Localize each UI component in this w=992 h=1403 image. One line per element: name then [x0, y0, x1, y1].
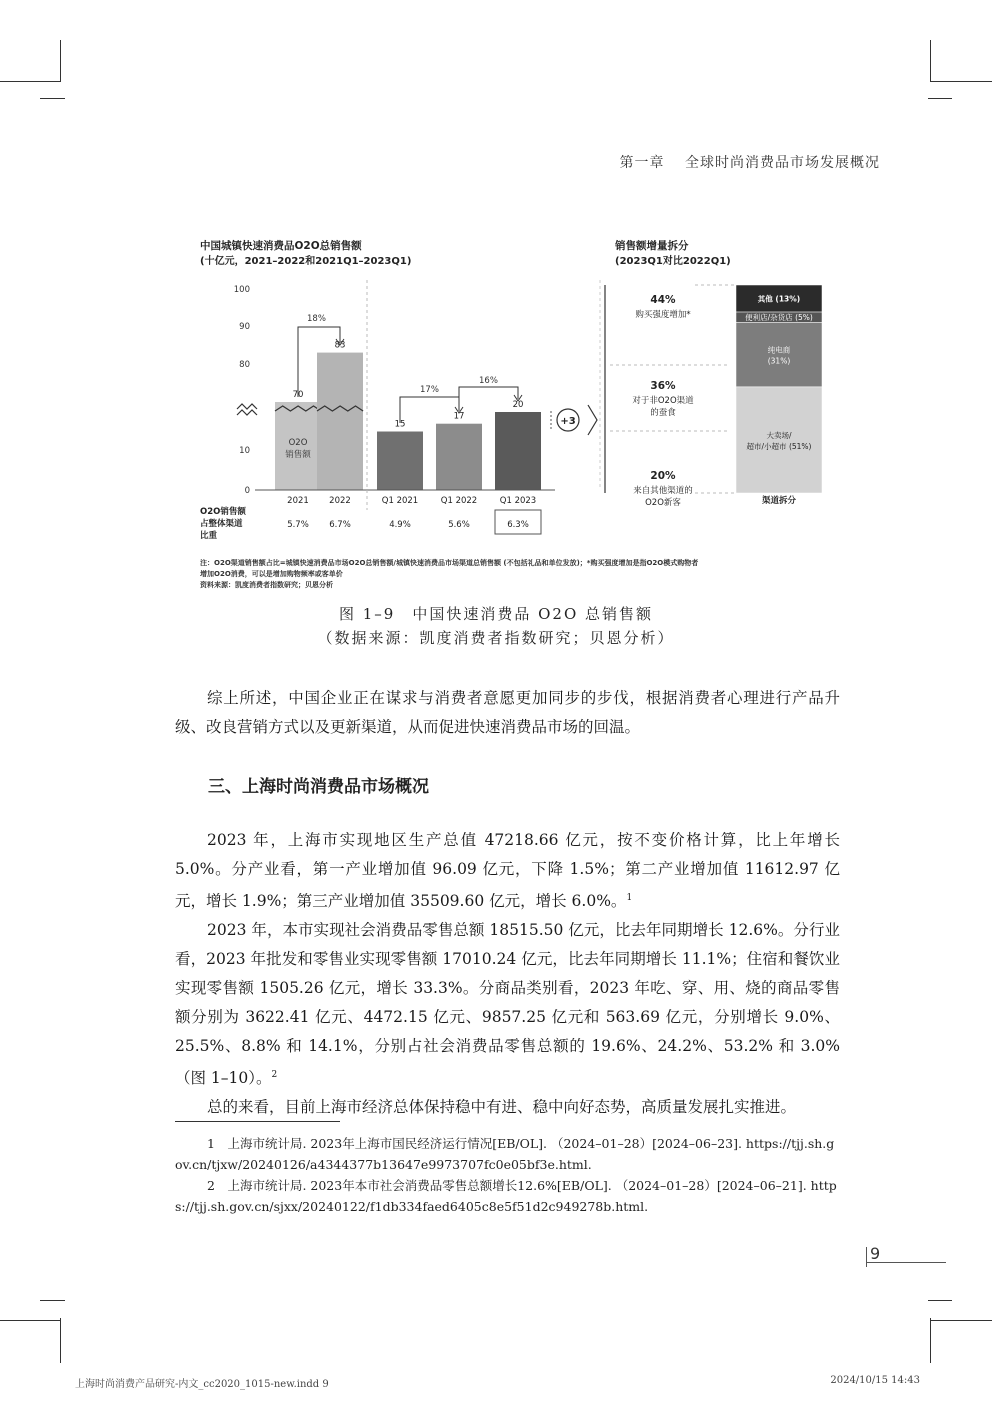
growth-label: 17%	[420, 385, 439, 395]
x-tick-label: 2021	[287, 496, 309, 506]
bar-inner-label: O2O	[288, 438, 308, 448]
bar	[436, 424, 482, 490]
bar-value-label: 70	[292, 390, 304, 400]
y-tick: 0	[244, 486, 250, 496]
breakdown-text: O2O新客	[645, 498, 681, 508]
channel-axis-label: 渠道拆分	[761, 496, 797, 506]
body-text	[175, 826, 840, 1122]
footnote: 1 上海市统计局. 2023年上海市国民经济运行情况[EB/OL]. （2024–01–28）[2024–06–23]. https://tjj.sh.gov.cn/tjxw/20240126/a4344377b13647e9973707fc0e05bf3e.html.	[175, 1136, 835, 1172]
footnote: 2 上海市统计局. 2023年本市社会消费品零售总额增长12.6%[EB/OL]. （2024–01–28）[2024–06–21]. https://tjj.sh.gov.cn/sjxx/20240122/f1db334faed6405c8e5f51d2c949278b.html.	[175, 1178, 837, 1214]
paragraph: 综上所述，中国企业正在谋求与消费者意愿更加同步的步伐，根据消费者心理进行产品升级、改良营销方式以及更新渠道，从而促进快速消费品市场的回温。	[175, 689, 840, 736]
o2o-sales-figure	[195, 235, 813, 595]
bar-value-label: 15	[394, 419, 406, 430]
y-tick: 10	[239, 446, 250, 456]
y-tick: 80	[239, 360, 250, 370]
breakdown-text: 购买强度增加*	[635, 310, 691, 320]
breakdown-pct: 44%	[650, 294, 676, 306]
share-value: 6.7%	[329, 520, 351, 530]
paragraph	[175, 916, 840, 1093]
page-number-rule	[866, 1247, 867, 1267]
crop-mark	[930, 81, 992, 82]
share-value: 5.7%	[287, 520, 309, 530]
crop-mark	[0, 1320, 60, 1321]
channel-segment-label: 纯电商	[767, 345, 791, 355]
paragraph: 总的来看，目前上海市经济总体保持稳中有进、稳中向好态势，高质量发展扎实推进。	[207, 1098, 797, 1117]
bar-value-label: 17	[453, 411, 465, 422]
axis-break-mark	[237, 410, 257, 415]
breakdown-pct: 20%	[650, 470, 676, 482]
header-title: 全球时尚消费品市场发展概况	[685, 155, 880, 171]
channel-segment-label: (31%)	[767, 356, 791, 366]
share-row-label: O2O销售额	[200, 507, 246, 517]
crop-mark	[40, 1300, 65, 1301]
channel-segment-label: 便利店/杂货店 (5%)	[745, 313, 813, 323]
chart-title: 中国城镇快速消费品O2O总销售额	[200, 240, 362, 252]
slug-file: 上海时尚消费产品研究-内文_cc2020_1015-new.indd 9	[75, 1379, 329, 1390]
axis-break-mark	[237, 404, 257, 409]
bar	[377, 432, 423, 491]
footnote-ref[interactable]: 2	[271, 1070, 278, 1081]
bar	[495, 412, 541, 490]
crop-mark	[928, 98, 952, 99]
footnotes	[175, 1133, 840, 1217]
y-tick: 90	[239, 322, 250, 332]
y-tick: 100	[233, 285, 250, 295]
paragraph-text: 2023 年，本市实现社会消费品零售总额 18515.50 亿元，比去年同期增长 12.6%。分行业看，2023 年批发和零售业实现零售额 17010.24 亿元，比去年同期增长 11.1%；住宿和餐饮业实现零售额 1505.26 亿元，增长 33.3%。分商品类别看，2023 年吃、穿、用、烧的商品零售额分别为 3622.41 亿元、4472.15 亿元、9857.25 亿元和 563.69 亿元，分别增长 9.0%、25.5%、8.8% 和 14.1%，分别占社会消费品零售总额的 19.6%、24.2%、53.2% 和 3.0%（图 1–10）。	[175, 921, 840, 1088]
crop-mark	[930, 1318, 931, 1363]
growth-label: 18%	[307, 314, 326, 324]
header-chapter: 第一章	[619, 155, 665, 171]
crop-mark	[60, 1318, 61, 1363]
channel-segment-label: 超市/小超市 (51%)	[746, 441, 812, 451]
breakdown-pct: 36%	[650, 380, 676, 392]
breakdown-subtitle: (2023Q1对比2022Q1)	[615, 256, 731, 267]
growth-arrow	[459, 387, 518, 407]
footnote-rule	[175, 1121, 340, 1122]
growth-label: 16%	[479, 376, 498, 386]
crop-mark	[60, 40, 61, 82]
paragraph-text: 2023 年，上海市实现地区生产总值 47218.66 亿元，按不变价格计算，比上年增长 5.0%。分产业看，第一产业增加值 96.09 亿元，下降 1.5%；第二产业增加值 11612.97 亿元，增长 1.9%；第三产业增加值 35509.60 亿元，增长 6.0%。	[175, 831, 840, 911]
crop-mark	[930, 1320, 992, 1321]
share-values	[287, 520, 529, 530]
crop-mark	[930, 40, 931, 82]
breakdown-title: 销售额增量拆分	[615, 240, 689, 252]
channel-stacked-bar	[736, 285, 822, 493]
breakdown-text: 来自其他渠道的	[633, 486, 693, 496]
figure-note: 增加O2O消费，可以是增加购物频率或客单价	[200, 570, 343, 578]
crop-mark	[928, 1300, 952, 1301]
breakdown-text: 对于非O2O渠道	[632, 396, 694, 406]
share-value: 4.9%	[389, 520, 411, 530]
breakdown-text: 的蚕食	[650, 408, 676, 418]
crop-mark	[0, 81, 60, 82]
page-number: 9	[870, 1244, 881, 1263]
bar-value-label: 83	[334, 340, 346, 351]
x-tick-label: Q1 2021	[381, 496, 419, 506]
bar-series	[275, 341, 541, 506]
delta-label: +3	[560, 416, 576, 427]
body-text	[175, 684, 840, 742]
bar-value-label: 20	[512, 400, 524, 410]
figure-note: 注：O2O渠道销售额占比=城镇快速消费品市场O2O总销售额/城镇快速消费品市场渠道总销售额 (不包括礼品和单位发放)；*购买强度增加是指O2O模式购物者	[200, 559, 699, 567]
crop-mark	[40, 98, 65, 99]
paragraph	[175, 826, 840, 916]
share-row-label: 比重	[200, 531, 218, 541]
x-tick-label: 2022	[329, 496, 351, 506]
bar-inner-label: 销售额	[285, 450, 311, 460]
share-row-label: 占整体渠道	[200, 519, 243, 529]
x-tick-label: Q1 2022	[440, 496, 478, 506]
chevron-right-icon	[588, 405, 597, 435]
share-value: 6.3%	[507, 520, 529, 530]
chart-subtitle: (十亿元，2021–2022和2021Q1–2023Q1)	[200, 256, 412, 267]
slug-date: 2024/10/15 14:43	[830, 1375, 920, 1386]
section-heading: 三、上海时尚消费品市场概况	[208, 777, 429, 797]
share-value: 5.6%	[448, 520, 470, 530]
channel-segment-label: 其他 (13%)	[757, 294, 801, 304]
figure-source: （数据来源：凯度消费者指数研究；贝恩分析）	[317, 629, 675, 647]
figure-caption: 图 1–9 中国快速消费品 O2O 总销售额	[338, 605, 654, 623]
bar	[317, 353, 363, 490]
breakdown-panel	[605, 285, 735, 508]
figure-note: 资料来源：凯度消费者指数研究；贝恩分析	[200, 581, 333, 589]
footnote-ref[interactable]: 1	[626, 893, 633, 903]
x-tick-label: Q1 2023	[499, 496, 537, 506]
channel-segment-label: 大卖场/	[766, 430, 792, 440]
running-header	[0, 152, 880, 172]
growth-arrow	[400, 397, 459, 423]
